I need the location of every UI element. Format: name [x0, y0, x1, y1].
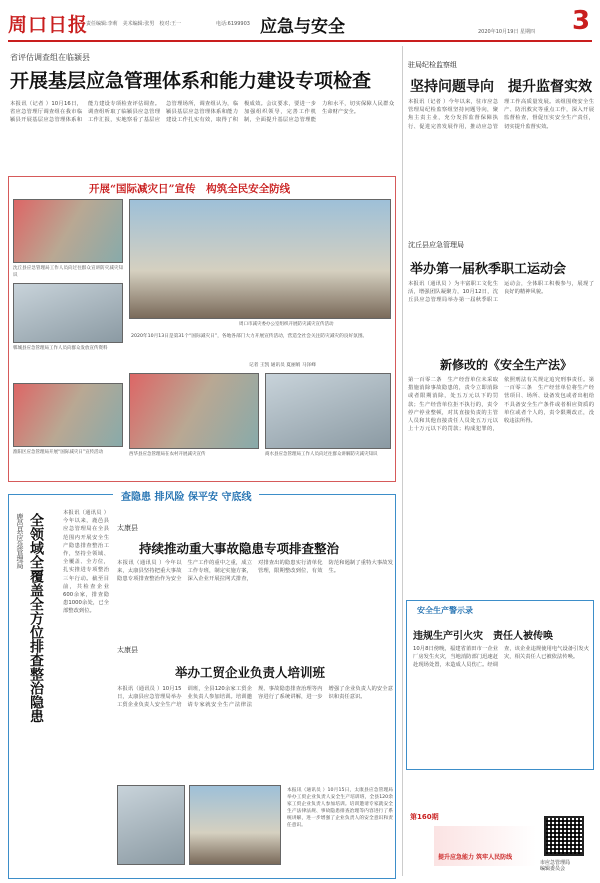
- right-kicker: 驻局纪检监察组: [408, 61, 457, 69]
- right-body: 本报讯（记者 ）今年以来，驻市应急管理局纪检监察组坚持问题导向，聚焦主责主业，充分发挥监督保障执行、促进完善发展作用，推动应急管理工作高质量发展。该组围绕安全生产、防汛救灾等重点工作，深入开展监督检查，督促压实安全生产责任，切实提升监督实效。: [408, 99, 594, 130]
- footer-ad: 提升应急能力 筑牢人民防线: [434, 826, 536, 866]
- vertical-kicker: 鹿邑县应急管理局: [16, 513, 24, 569]
- safety-warning-box: [406, 600, 594, 770]
- photo-main: [129, 199, 391, 319]
- law-headline: 新修改的《安全生产法》: [440, 358, 573, 372]
- sports-body: 本报讯（通讯员 ）为丰富职工文化生活，增强团队凝聚力，10月12日，沈丘县应急管理局举办第一届秋季职工运动会，全体职工积极参与，展现了良好的精神风貌。: [408, 281, 594, 304]
- disaster-day-box: 开展“国际减灾日”宣传 构筑全民安全防线 沈丘县应急管理局工作人员向过往群众宣讲防灾减灾知识 郸城县应急管理局工作人员向群众发放宣传资料 淮阳区应急管理局开展“国际减灾日”宣传活动 周口市减灾委办公室组织开展防灾减灾宣传活动 2020年10月13日是第31个“国际减灾日”，各地各部门大力开展宣传活动，营造全社会关注防灾减灾的良好氛围。 记者 王凯 通讯员 夏丽娟 马泽峰 西华县应急管理局在农村开展减灾宣传 商水县应急管理局工作人员向过往群众讲解防灾减灾知识: [8, 176, 396, 482]
- photo-caption: 本报讯（通讯员 ）10月15日，太康县应急管理局举办工贸企业负责人安全生产培训班，全县120余家工贸企业负责人参加培训。培训邀请专家就安全生产法律法规、事故隐患排查治理等内容进行了系统讲解，进一步增强了企业负责人的安全意识和责任意识。: [287, 788, 393, 828]
- vertical-body: 本报讯（通讯员 ）今年以来，鹿邑县应急管理局在全县范围内开展安全生产隐患排查整治工作，坚持全领域、全覆盖、全方位，扎实推进专项整治三年行动。截至目前，共检查企业600余家，排查隐患1000余处，已全部整改到位。: [63, 510, 109, 615]
- photo-6: [117, 785, 185, 865]
- photo-5: [265, 373, 391, 449]
- photo-2: [13, 283, 123, 343]
- sports-headline: 举办第一届秋季职工运动会: [410, 262, 567, 277]
- photo-7: [189, 785, 281, 865]
- right-headline: 坚持问题导向 提升监督实效: [410, 79, 592, 95]
- safety-headline: 违规生产引火灾 责任人被传唤: [413, 631, 553, 642]
- vertical-headline: 全领域全覆盖全方位排查整治隐患: [28, 513, 44, 723]
- photo-1: [13, 199, 123, 263]
- story1-body: 本报讯（通讯员 ）今年以来，太康县坚持把重大事故隐患专项排查整治作为安全生产工作的重中之重，成立工作专班，制定实施方案，深入企业开展拉网式排查，对排查出的隐患实行清单化管理，限期整改到位，有效防范和遏制了重特大事故发生。: [117, 560, 393, 583]
- footer-issue: 第160期: [410, 813, 439, 821]
- qr-code-icon: [544, 816, 584, 856]
- story2-kicker: 太康县: [117, 646, 138, 654]
- masthead: 周口日报 责任编辑:李莉 美术编辑:张男 校对:王一 电话:6199903 应急与安全 2020年10月19日 星期四 3: [8, 6, 591, 37]
- section-title: 应急与安全: [260, 17, 345, 37]
- disaster-day-banner: 开展“国际减灾日”宣传 构筑全民安全防线: [89, 183, 291, 195]
- lead-headline: 开展基层应急管理体系和能力建设专项检查: [10, 70, 372, 92]
- safety-body: 10月8日傍晚，福建省莆田市一企业厂房发生火灾，当地消防部门迅速赶赴现场处置，未造成人员伤亡。经调查，该企业违规使用电气设备引发火灾，相关责任人已被依法传唤。: [413, 646, 589, 669]
- sports-kicker: 沈丘县应急管理局: [408, 241, 464, 249]
- page-number: 3: [572, 6, 591, 36]
- law-body: 第一百零二条 生产经营单位未采取措施消除事故隐患的，责令立即消除或者限期消除，处五万元以下的罚款；生产经营单位拒不执行的，责令停产停业整顿，对其直接负责的主管人员和其他直接责任人员处五万元以上十万元以下的罚款；构成犯罪的，依照刑法有关规定追究刑事责任。第一百零三条 生产经营单位将生产经营项目、场所、设备发包或者出租给不具备安全生产条件或者相应资质的单位或者个人的，责令限期改正，没收违法所得。: [408, 377, 594, 433]
- photo-4: [129, 373, 259, 449]
- story1-headline: 持续推动重大事故隐患专项排查整治: [139, 541, 340, 556]
- story2-headline: 举办工贸企业负责人培训班: [175, 665, 326, 680]
- safety-header: 安全生产警示录: [417, 605, 473, 615]
- story1-kicker: 太康县: [117, 524, 138, 532]
- lead-kicker: 省评估调查组在临颍县: [10, 53, 90, 62]
- campaign-box: [8, 494, 396, 879]
- newspaper-logo: 周口日报: [8, 14, 89, 36]
- lead-body: 本报讯（记者 ）10月16日，省应急管理厅调查组在我市临颍县开展基层应急管理体系和能力建设专项检查评估调查。调查组听取了临颍县应急管理工作汇报，实地察看了基层应急管理场所，调查组认为，临颍县基层应急管理体系和能力建设工作扎实有效，取得了积极成效。会议要求，要进一步加强组织领导，完善工作机制，全面提升基层应急管理能力和水平，切实保障人民群众生命财产安全。: [10, 101, 394, 124]
- photo-3: [13, 383, 123, 447]
- story2-body: 本报讯（通讯员 ）10月15日，太康县应急管理局举办工贸企业负责人安全生产培训班，全县120余家工贸企业负责人参加培训。培训邀请专家就安全生产法律法规、事故隐患排查治理等内容进行了系统讲解，进一步增强了企业负责人的安全意识和责任意识。: [117, 686, 393, 709]
- campaign-banner: 查隐患 排风险 保平安 守底线: [113, 487, 259, 504]
